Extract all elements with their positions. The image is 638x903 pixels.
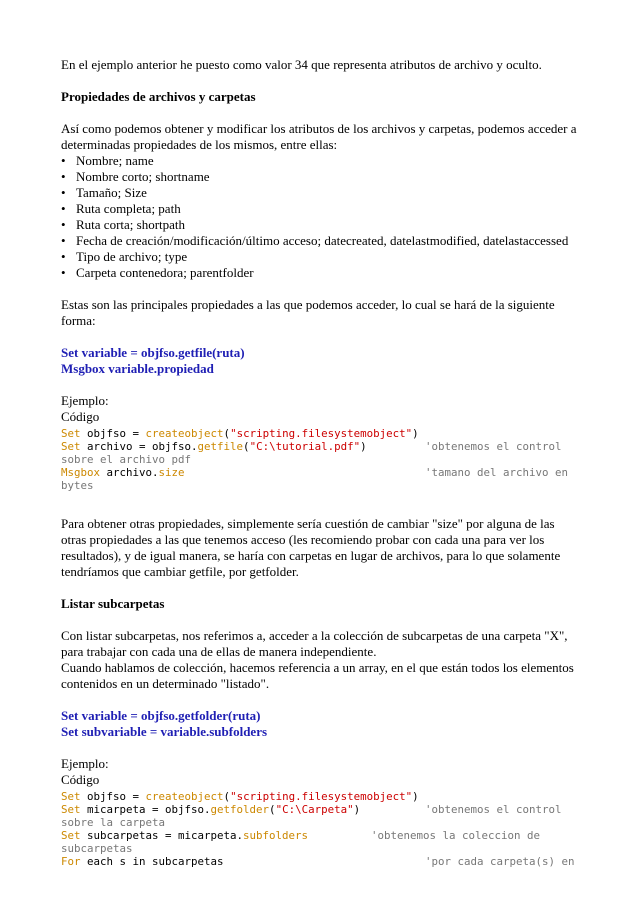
text-line: resultados), y de igual manera, se haría con carpetas en lugar de archivos, para lo que solamente bbox=[61, 548, 561, 563]
code-line: Set objfso = createobject("scripting.filesystemobject") bbox=[61, 427, 419, 440]
example-label: Ejemplo: bbox=[61, 756, 109, 771]
list-item: • Fecha de creación/modificación/último acceso; datecreated, datelastmodified, datelastaccessed bbox=[61, 233, 581, 249]
list-item: • Ruta corta; shortpath bbox=[61, 217, 581, 233]
text-line: para trabajar con cada una de ellas de manera independiente. bbox=[61, 644, 377, 659]
list-item: • Tamaño; Size bbox=[61, 185, 581, 201]
list-item: • Tipo de archivo; type bbox=[61, 249, 581, 265]
text-line: Con listar subcarpetas, nos referimos a, acceder a la colección de subcarpetas de una carpeta "X", bbox=[61, 628, 568, 643]
intro-paragraph: En el ejemplo anterior he puesto como valor 34 que representa atributos de archivo y oculto. bbox=[61, 57, 542, 72]
code-comment: 'tamano del archivo en bbox=[425, 466, 569, 479]
text-line: Cuando hablamos de colección, hacemos referencia a un array, en el que están todos los elementos bbox=[61, 660, 574, 675]
syntax-line: Msgbox variable.propiedad bbox=[61, 361, 214, 376]
text-line: tendríamos que cambiar getfile, por getfolder. bbox=[61, 564, 299, 579]
code-comment: 'obtenemos la coleccion de bbox=[371, 829, 541, 842]
code-block-getfolder bbox=[61, 790, 581, 868]
code-line: Set objfso = createobject("scripting.filesystemobject") bbox=[61, 790, 419, 803]
code-line-wrap: subcarpetas bbox=[61, 842, 133, 855]
code-comment: 'obtenemos el control bbox=[425, 440, 562, 453]
code-label: Código bbox=[61, 409, 100, 424]
code-line: Set archivo = objfso.getfile("C:\tutorial.pdf") 'obtenemos el control bbox=[61, 440, 562, 453]
code-line: Set subcarpetas = micarpeta.subfolders 'obtenemos la coleccion de bbox=[61, 829, 541, 842]
list-item: • Nombre; name bbox=[61, 153, 581, 169]
section-heading-properties: Propiedades de archivos y carpetas bbox=[61, 89, 256, 104]
list-item: • Nombre corto; shortname bbox=[61, 169, 581, 185]
code-block-getfile bbox=[61, 427, 581, 492]
text-line: forma: bbox=[61, 313, 96, 328]
document-page bbox=[61, 57, 581, 868]
text-line: determinadas propiedades de los mismos, entre ellas: bbox=[61, 137, 338, 152]
syntax-line: Set variable = objfso.getfolder(ruta) bbox=[61, 708, 261, 723]
code-line: For each s in subcarpetas 'por cada carpeta(s) en bbox=[61, 855, 575, 868]
properties-list bbox=[61, 153, 581, 281]
access-paragraph bbox=[61, 297, 581, 329]
syntax-line: Set subvariable = variable.subfolders bbox=[61, 724, 268, 739]
code-comment: 'por cada carpeta(s) en bbox=[425, 855, 575, 868]
code-line: Msgbox archivo.size 'tamano del archivo en bbox=[61, 466, 569, 479]
properties-paragraph bbox=[61, 121, 581, 153]
code-line-wrap: sobre la carpeta bbox=[61, 816, 166, 829]
example-label: Ejemplo: bbox=[61, 393, 109, 408]
text-line: Así como podemos obtener y modificar los atributos de los archivos y carpetas, podemos acceder a bbox=[61, 121, 577, 136]
text-line: contenidos en un determinado "listado". bbox=[61, 676, 270, 691]
section-heading-subfolders: Listar subcarpetas bbox=[61, 596, 165, 611]
explanation-paragraph bbox=[61, 516, 581, 580]
list-item: • Carpeta contenedora; parentfolder bbox=[61, 265, 581, 281]
text-line: Estas son las principales propiedades a las que podemos acceder, lo cual se hará de la siguiente bbox=[61, 297, 555, 312]
list-item: • Ruta completa; path bbox=[61, 201, 581, 217]
text-line: Para obtener otras propiedades, simplemente sería cuestión de cambiar "size" por alguna de las bbox=[61, 516, 555, 531]
text-line: otras propiedades a las que tenemos acceso (les recomiendo probar con cada una para ver los bbox=[61, 532, 545, 547]
code-label: Código bbox=[61, 772, 100, 787]
code-line: Set micarpeta = objfso.getfolder("C:\Carpeta") 'obtenemos el control bbox=[61, 803, 562, 816]
code-line-wrap: sobre el archivo pdf bbox=[61, 453, 192, 466]
code-line-wrap: bytes bbox=[61, 479, 94, 492]
syntax-line: Set variable = objfso.getfile(ruta) bbox=[61, 345, 245, 360]
code-comment: 'obtenemos el control bbox=[425, 803, 562, 816]
subfolders-paragraph bbox=[61, 628, 581, 692]
